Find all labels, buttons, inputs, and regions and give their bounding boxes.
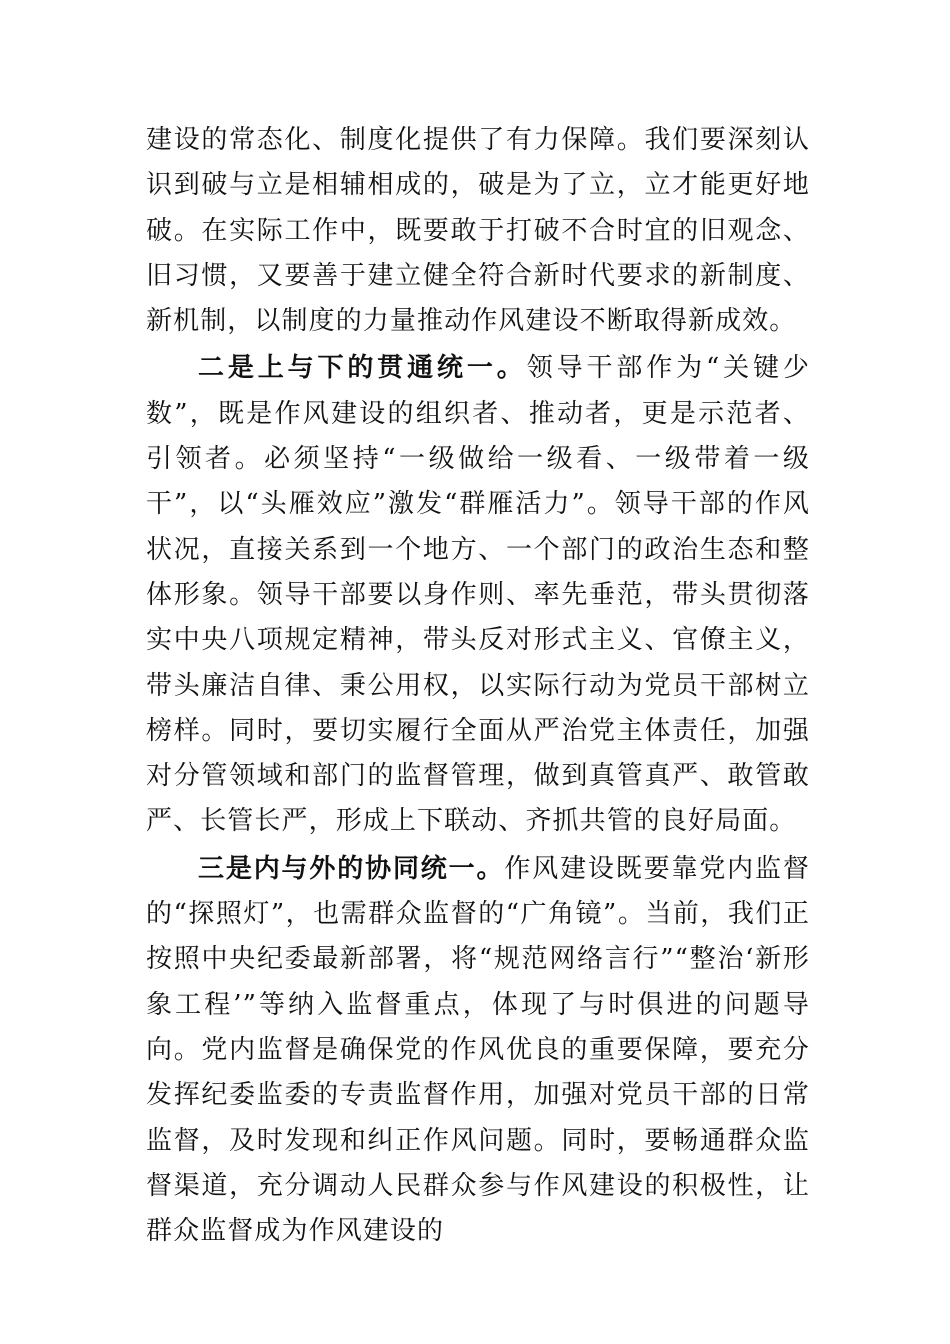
- paragraph-inner-outer-unity: [146, 847, 810, 1255]
- paragraph-continuation: [146, 118, 810, 344]
- paragraph-top-bottom-unity: [146, 346, 810, 844]
- paragraph-2-heading: 二是上与下的贯通统一。: [198, 353, 527, 384]
- paragraph-2-text: 领导干部作为“关键少数”，既是作风建设的组织者、推动者，更是示范者、引领者。必须坚持“一级做给一级看、一级带着一级干”，以“头雁效应”激发“群雁活力”。领导干部的作风状况，直接关系到一个地方、一个部门的政治生态和整体形象。领导干部要以身作则、率先垂范，带头贯彻落实中央八项规定精神，带头反对形式主义、官僚主义，带头廉洁自律、秉公用权，以实际行动为党员干部树立榜样。同时，要切实履行全面从严治党主体责任，加强对分管领域和部门的监督管理，做到真管真严、敢管敢严、长管长严，形成上下联动、齐抓共管的良好局面。: [146, 353, 810, 837]
- document-page: [146, 118, 810, 1254]
- paragraph-1-text: 建设的常态化、制度化提供了有力保障。我们要深刻认识到破与立是相辅相成的，破是为了立，立才能更好地破。在实际工作中，既要敢于打破不合时宜的旧观念、旧习惯，又要善于建立健全符合新时代要求的新制度、新机制，以制度的力量推动作风建设不断取得新成效。: [146, 125, 810, 337]
- paragraph-3-text: 作风建设既要靠党内监督的“探照灯”，也需群众监督的“广角镜”。当前，我们正按照中央纪委最新部署，将“规范网络言行”“整治‘新形象工程’”等纳入监督重点，体现了与时俱进的问题导向。党内监督是确保党的作风优良的重要保障，要充分发挥纪委监委的专责监督作用，加强对党员干部的日常监督，及时发现和纠正作风问题。同时，要畅通群众监督渠道，充分调动人民群众参与作风建设的积极性，让群众监督成为作风建设的: [146, 853, 810, 1247]
- paragraph-3-heading: 三是内与外的协同统一。: [198, 853, 505, 884]
